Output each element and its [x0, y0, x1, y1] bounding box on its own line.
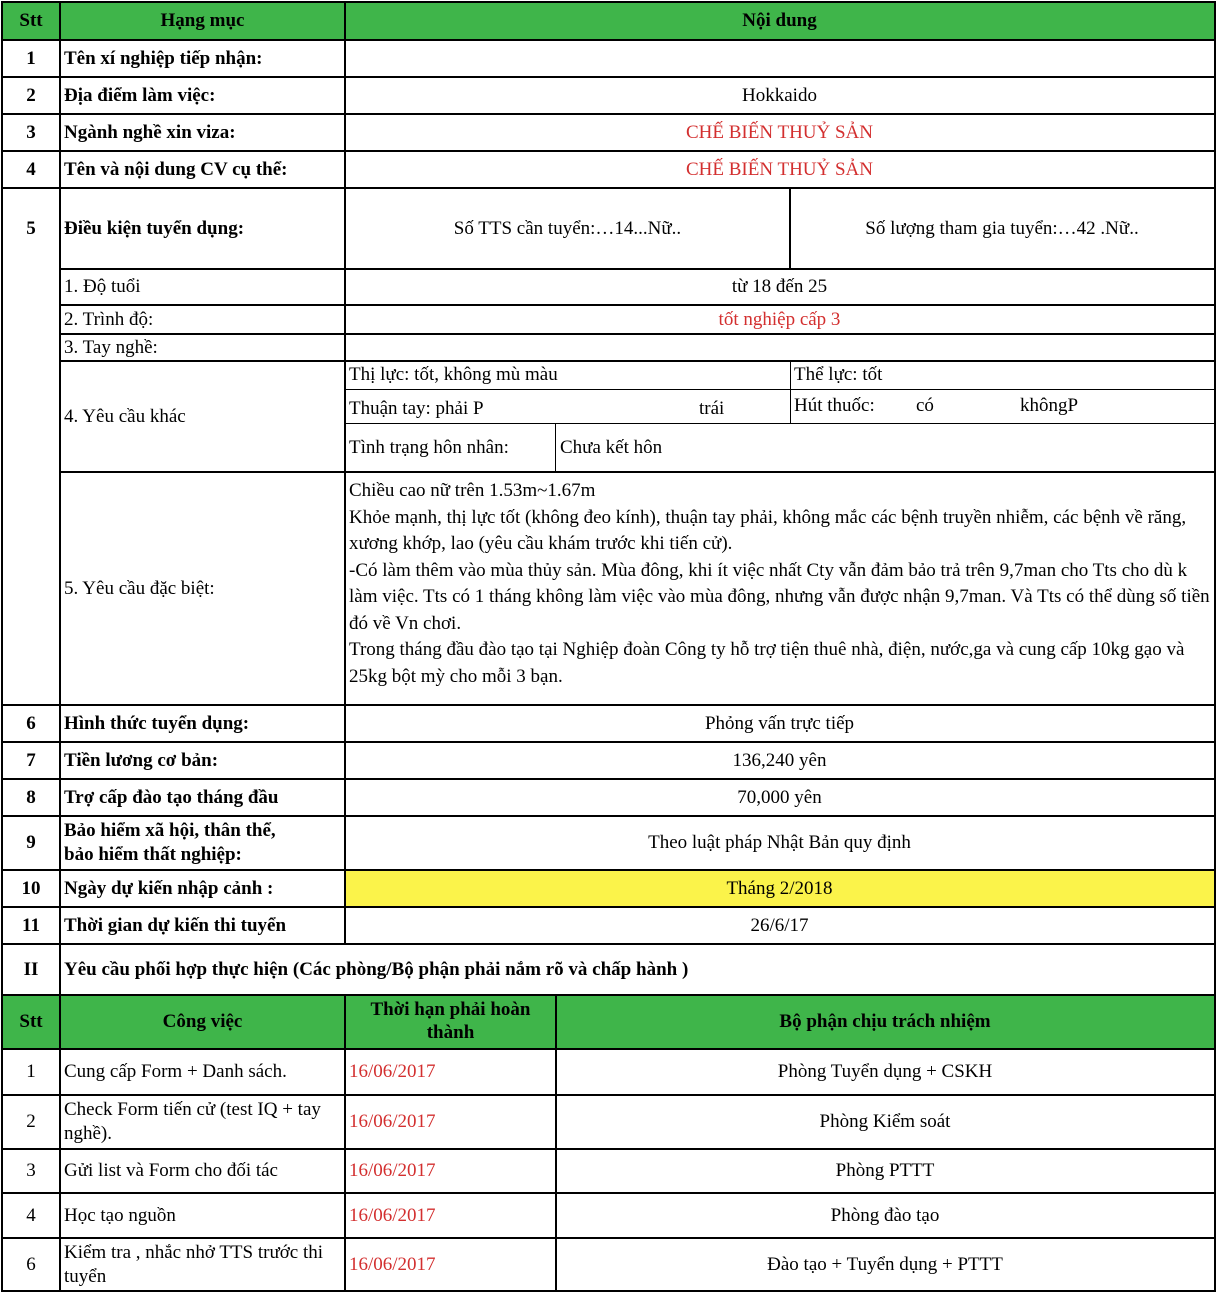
task-2-deadline: 16/06/2017 [349, 1111, 436, 1133]
line-1149 [1, 1148, 1216, 1150]
row-11-value: 26/6/17 [750, 914, 809, 936]
row-1-label: Tên xí nghiệp tiếp nhận: [64, 47, 263, 69]
task-1-stt: 1 [26, 1061, 36, 1083]
border-top [1, 1, 1216, 3]
divider-stt [59, 1, 61, 1292]
line-40 [1, 39, 1216, 41]
smoking-no-option: khôngP [1020, 395, 1079, 417]
special-line-3: -Có làm thêm vào mùa thủy sản. Mùa đông, khi ít việc nhất Cty vẫn đảm bảo trả trên 9,7man cho Tts cho dù k làm việc. Tts có 1 tháng không làm việc vào mùa đông, nhưng vẫn được nhận 9,7man. Và Tts có thể dùng số tiền đó về Vn chơi. [349, 559, 1210, 634]
row-7-stt: 7 [26, 749, 36, 771]
tasks-header-job: Công việc [60, 995, 345, 1049]
row-11-stt: 11 [22, 914, 40, 936]
row-5-value-right: Số lượng tham gia tuyển:…42 .Nữ.. [865, 217, 1139, 239]
task-5-deadline: 16/06/2017 [349, 1253, 436, 1275]
tasks-header-stt: Stt [2, 995, 60, 1049]
tasks-header-dept: Bộ phận chịu trách nhiệm [556, 995, 1214, 1049]
task-3-stt: 3 [26, 1160, 36, 1182]
handedness-field: Thuận tay: phải P [349, 398, 484, 420]
row-9-label [60, 816, 345, 870]
line-1238 [1, 1237, 1216, 1239]
border-bottom [1, 1290, 1216, 1292]
line-389 [345, 389, 1216, 390]
special-line-2: Khỏe mạnh, thị lực tốt (không đeo kính), thuận tay phải, không mắc các bệnh truyền nhiễm, các bệnh về răng, xương khớp, lao (yêu cầu khám trước khi tiến cử). [349, 506, 1187, 554]
task-1-dept: Phòng Tuyển dụng + CSKH [777, 1061, 993, 1083]
task-2-stt: 2 [26, 1111, 36, 1133]
row-3-label: Ngành nghề xin viza: [64, 121, 236, 143]
line-269 [59, 268, 1216, 270]
row-1-stt: 1 [26, 47, 36, 69]
education-value: tốt nghiệp cấp 3 [718, 308, 841, 330]
row-5-value-left: Số TTS cần tuyển:…14...Nữ.. [453, 217, 682, 239]
divider-other-mid [790, 361, 791, 423]
row-10-value: Tháng 2/2018 [345, 870, 1214, 907]
marital-status-label: Tình trạng hôn nhân: [349, 436, 509, 458]
row-3-stt: 3 [26, 121, 36, 143]
row-8-value: 70,000 yên [737, 786, 822, 808]
line-114 [1, 113, 1216, 115]
eyesight-field: Thị lực: tốt, không mù màu [349, 364, 558, 386]
line-995 [1, 994, 1216, 996]
row-6-value: Phỏng vấn trực tiếp [704, 712, 855, 734]
marital-status-value: Chưa kết hôn [560, 436, 663, 458]
header-noi-dung: Nội dung [345, 2, 1214, 40]
task-1-job: Cung cấp Form + Danh sách. [64, 1061, 287, 1083]
row-3-value: CHẾ BIẾN THUỶ SẢN [685, 121, 873, 143]
line-907 [1, 906, 1216, 908]
border-right [1214, 1, 1216, 1292]
skill-label: 3. Tay nghề: [64, 336, 158, 358]
special-line-1: Chiều cao nữ trên 1.53m~1.67m [349, 480, 596, 501]
line-742 [1, 741, 1216, 743]
line-816 [1, 815, 1216, 817]
task-3-job: Gửi list và Form cho đối tác [64, 1160, 278, 1182]
task-2-job: Check Form tiến cử (test IQ + tay nghề). [64, 1099, 321, 1144]
row-9-stt: 9 [26, 832, 36, 854]
special-requirements-label: 5. Yêu cầu đặc biệt: [64, 577, 215, 599]
smoking-label: Hút thuốc: [794, 395, 875, 417]
row-2-label: Địa điểm làm việc: [64, 84, 216, 106]
row-8-stt: 8 [26, 786, 36, 808]
tasks-header-deadline-line-1: Thời hạn phải hoàn [370, 999, 531, 1021]
line-472 [59, 471, 1216, 473]
task-5-stt: 6 [26, 1253, 36, 1275]
row-2-stt: 2 [26, 84, 36, 106]
row-10-stt: 10 [21, 877, 41, 899]
task-4-stt: 4 [26, 1204, 36, 1226]
border-left [1, 1, 3, 1292]
education-label: 2. Trình độ: [64, 308, 154, 330]
row-4-label: Tên và nội dung CV cụ thể: [64, 158, 288, 180]
task-2-dept: Phòng Kiểm soát [819, 1111, 951, 1133]
row-9-label-line-2: bảo hiểm thất nghiệp: [64, 844, 242, 865]
row-5-stt: 5 [26, 217, 36, 239]
task-4-deadline: 16/06/2017 [349, 1204, 436, 1226]
line-305 [59, 304, 1216, 306]
row-7-value: 136,240 yên [732, 749, 827, 771]
row-6-label: Hình thức tuyển dụng: [64, 712, 250, 734]
line-779 [1, 778, 1216, 780]
header-hang-muc: Hạng mục [60, 2, 345, 40]
line-944 [1, 943, 1216, 945]
special-requirements-content [345, 472, 1214, 705]
divider-row5-mid [789, 188, 791, 269]
line-151 [1, 150, 1216, 152]
task-1-deadline: 16/06/2017 [349, 1061, 436, 1083]
line-188 [1, 187, 1216, 189]
row-1-value [345, 40, 1214, 77]
header-stt: Stt [2, 2, 60, 40]
row-7-label: Tiền lương cơ bản: [64, 749, 219, 771]
handedness-left-option: trái [699, 398, 725, 420]
task-3-dept: Phòng PTTT [835, 1160, 935, 1182]
special-line-4: Trong tháng đầu đào tạo tại Nghiệp đoàn Công ty hỗ trợ tiện thuê nhà, điện, nước,ga và cung cấp 10kg gạo và 25kg bột mỳ cho mỗi 3 bạn. [349, 639, 1185, 687]
task-4-dept: Phòng đào tạo [830, 1204, 940, 1226]
divider-label-bottom [344, 995, 346, 1292]
line-423 [345, 423, 1216, 424]
skill-value [345, 334, 1214, 361]
row-2-value: Hokkaido [742, 84, 817, 106]
line-1095 [1, 1094, 1216, 1096]
line-361 [59, 360, 1216, 362]
line-870 [1, 869, 1216, 871]
line-77 [1, 76, 1216, 78]
task-4-job: Học tạo nguồn [64, 1204, 176, 1226]
smoking-yes-option: có [916, 395, 934, 417]
fitness-field: Thể lực: tốt [794, 364, 883, 386]
line-1049 [1, 1048, 1216, 1050]
divider-label-top [344, 1, 346, 945]
divider-marital [555, 423, 556, 472]
row-10-label: Ngày dự kiến nhập cảnh : [64, 877, 274, 899]
task-3-deadline: 16/06/2017 [349, 1160, 436, 1182]
age-label: 1. Độ tuổi [64, 276, 141, 298]
row-9-label-line-1: Bảo hiểm xã hội, thân thể, [64, 820, 276, 842]
row-4-stt: 4 [26, 158, 36, 180]
row-6-stt: 6 [26, 712, 36, 734]
task-5-dept: Đào tạo + Tuyển dụng + PTTT [767, 1253, 1003, 1275]
task-5-job: Kiểm tra , nhắc nhở TTS trước thi tuyển [64, 1241, 324, 1287]
row-8-label: Trợ cấp đào tạo tháng đầu [64, 786, 279, 808]
line-705 [1, 704, 1216, 706]
section-2-title: Yêu cầu phối hợp thực hiện (Các phòng/Bộ phận phải nắm rõ và chấp hành ) [64, 958, 689, 980]
tasks-header-deadline [345, 995, 556, 1049]
tasks-header-deadline-line-2: thành [426, 1022, 475, 1043]
divider-tasks-deadline [555, 995, 557, 1292]
row-9-value: Theo luật pháp Nhật Bản quy định [648, 832, 911, 854]
row-5-label: Điều kiện tuyển dụng: [64, 217, 245, 239]
row-4-value: CHẾ BIẾN THUỶ SẢN [685, 158, 873, 180]
line-1193 [1, 1192, 1216, 1194]
other-requirements-label: 4. Yêu cầu khác [64, 405, 186, 427]
line-334 [59, 333, 1216, 335]
age-value: từ 18 đến 25 [731, 276, 828, 298]
row-11-label: Thời gian dự kiến thi tuyển [64, 914, 287, 936]
section-2-stt: II [23, 958, 39, 980]
